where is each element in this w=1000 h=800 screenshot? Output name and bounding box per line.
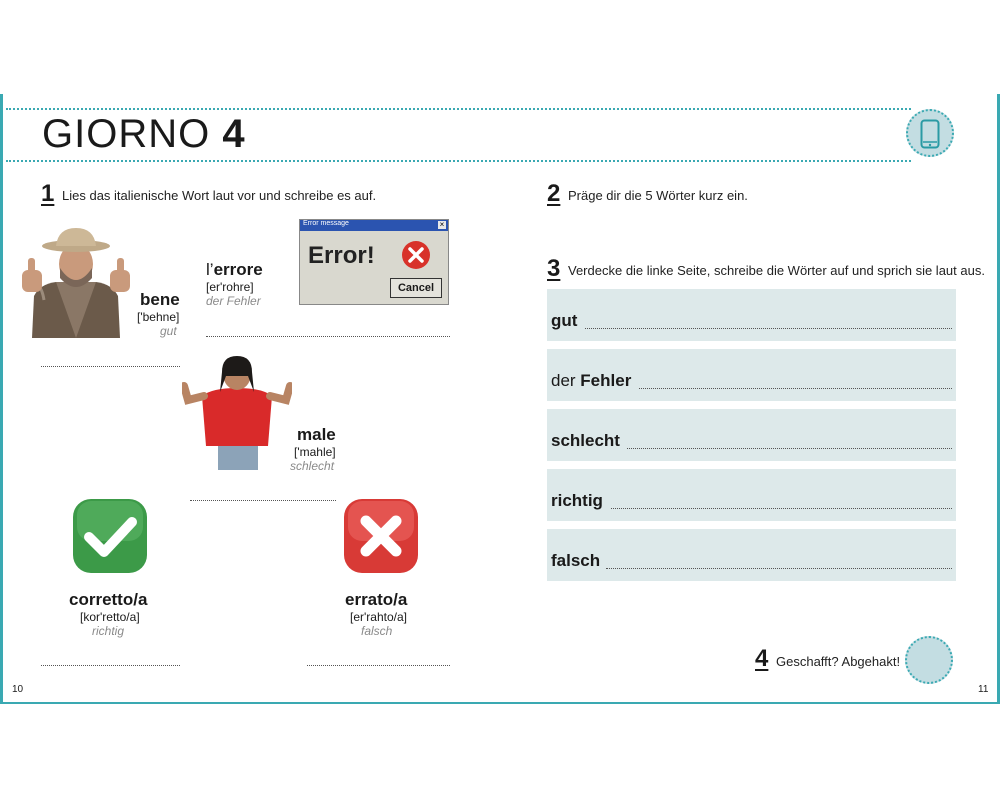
write-line-bene[interactable] [41,366,180,367]
done-checkbox[interactable] [905,636,953,684]
vocab-bene-word: bene [140,290,180,309]
green-check-icon [71,497,149,575]
exercise-3-number: 3 [547,255,561,282]
answer-row-3-word: schlecht [551,431,620,450]
dialog-title: Error message [303,220,349,227]
write-line-errore[interactable] [206,336,450,337]
exercise-3-text: Verdecke die linke Seite, schreibe die Wörter auf und sprich sie laut aus. [568,263,985,278]
vocab-errore-word [206,260,263,280]
smartphone-badge [906,109,954,157]
vocab-errore-pron: [er'rohre] [206,280,254,294]
answer-row-1-word: gut [551,311,578,330]
answer-row-2-line[interactable] [639,388,952,389]
title-number: 4 [222,112,246,156]
thumbs-up-man-image [20,226,132,338]
write-line-male[interactable] [190,500,336,501]
dialog-titlebar [300,220,448,231]
answer-row-2-label [551,371,631,391]
page-title [42,112,246,157]
answer-row-5 [547,529,956,581]
exercise-4-number: 4 [755,645,769,672]
vocab-bene-trans: gut [160,324,177,338]
answer-row-5-line[interactable] [606,568,952,569]
exercise-2-text: Präge dir die 5 Wörter kurz ein. [568,188,748,203]
header-divider-top [6,108,911,110]
left-border [0,94,3,704]
exercise-1-text: Lies das italienische Wort laut vor und schreibe es auf. [62,188,377,203]
vocab-errore-trans: der Fehler [206,294,261,308]
vocab-errato-word: errato/a [345,590,408,609]
write-line-errato[interactable] [307,665,450,666]
exercise-2-number: 2 [547,180,561,207]
answer-row-4 [547,469,956,521]
page-number-left: 10 [12,684,24,695]
dialog-close-icon: × [439,220,445,229]
answer-row-4-label [551,491,603,511]
vocab-male-trans: schlecht [290,459,335,473]
vocab-male-pron: ['mahle] [294,445,336,459]
vocab-male-word: male [297,425,336,444]
header-divider-bottom [6,160,911,162]
vocab-errato-trans: falsch [361,624,393,638]
answer-row-2 [547,349,956,401]
dialog-heading: Error! [308,242,375,269]
thumbs-down-girl-image [182,356,292,470]
answer-row-2-word: Fehler [580,371,632,390]
answer-row-5-label [551,551,600,571]
vocab-corretto-trans: richtig [92,624,125,638]
answer-row-1-line[interactable] [585,328,952,329]
write-line-corretto[interactable] [41,665,180,666]
answer-row-3 [547,409,956,461]
answer-row-1 [547,289,956,341]
vocab-errore-article: l’ [206,260,214,279]
bottom-border [0,702,1000,704]
vocab-bene-pron: ['behne] [137,310,180,324]
vocab-corretto-word: corretto/a [69,590,148,609]
answer-row-2-article: der [551,371,581,390]
vocab-corretto-pron: [kor'retto/a] [80,610,140,624]
answer-row-5-word: falsch [551,551,601,570]
error-x-icon [401,240,431,270]
exercise-4-text: Geschafft? Abgehakt! [776,654,901,669]
answer-row-3-line[interactable] [627,448,952,449]
page-number-right: 11 [978,684,989,695]
answer-row-4-word: richtig [551,491,603,510]
vocab-errore-noun: errore [213,260,263,279]
red-x-icon [342,497,420,575]
title-word: GIORNO [42,112,211,156]
dialog-cancel-button: Cancel [390,278,442,298]
vocab-errato-pron: [er'rahto/a] [350,610,407,624]
answer-row-4-line[interactable] [611,508,952,509]
error-dialog-image [299,219,449,305]
answer-row-3-label [551,431,620,451]
answer-row-1-label [551,311,577,331]
exercise-1-number: 1 [41,180,55,207]
smartphone-icon [920,119,940,149]
